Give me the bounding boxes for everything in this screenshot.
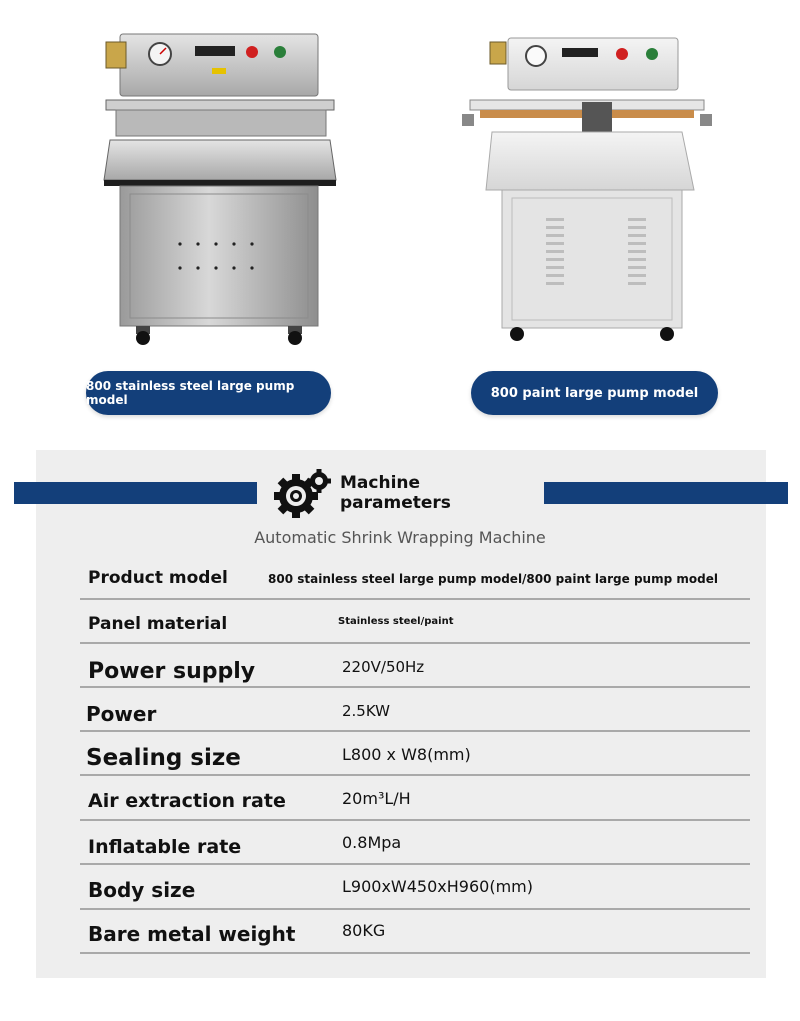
param-label: Panel material <box>88 614 228 634</box>
param-row-panel-material <box>80 600 750 644</box>
paint-model-caption: 800 paint large pump model <box>471 371 718 415</box>
heading-line-2: parameters <box>340 493 451 513</box>
paint-machine-image <box>462 28 712 348</box>
gears-icon <box>274 468 334 518</box>
param-label: Bare metal weight <box>88 922 296 946</box>
row-divider <box>80 952 750 954</box>
param-value: 2.5KW <box>342 702 390 720</box>
param-value: L800 x W8(mm) <box>342 745 471 764</box>
heading-line-1: Machine <box>340 473 421 493</box>
param-label: Body size <box>88 878 196 902</box>
param-row-power-supply <box>80 644 750 688</box>
param-label: Power supply <box>88 659 256 684</box>
param-value: Stainless steel/paint <box>338 616 454 627</box>
param-label: Inflatable rate <box>88 836 242 858</box>
section-heading <box>340 473 480 513</box>
stainless-machine-illustration <box>100 28 340 348</box>
param-label: Sealing size <box>86 745 241 771</box>
param-label: Air extraction rate <box>88 790 286 812</box>
stainless-model-caption: 800 stainless steel large pump model <box>86 371 331 415</box>
param-label: Product model <box>88 568 228 588</box>
param-row-power <box>80 688 750 732</box>
param-value: 20m³L/H <box>342 789 411 808</box>
param-row-bare-metal-weight <box>80 910 750 954</box>
param-value: 220V/50Hz <box>342 658 425 676</box>
param-row-air-extraction-rate <box>80 776 750 821</box>
param-value: L900xW450xH960(mm) <box>342 877 533 896</box>
param-value: 0.8Mpa <box>342 833 402 852</box>
param-row-inflatable-rate <box>80 821 750 865</box>
param-value: 80KG <box>342 921 386 940</box>
header-band-left <box>14 482 257 504</box>
param-row-product-model <box>80 556 750 600</box>
param-row-body-size <box>80 865 750 910</box>
param-value: 800 stainless steel large pump model/800 paint large pump model <box>268 572 718 586</box>
section-subtitle: Automatic Shrink Wrapping Machine <box>254 528 546 547</box>
header-band-right <box>544 482 788 504</box>
param-label: Power <box>86 702 157 726</box>
stainless-steel-machine-image <box>100 28 340 348</box>
param-row-sealing-size <box>80 732 750 776</box>
paint-machine-illustration <box>462 28 712 348</box>
